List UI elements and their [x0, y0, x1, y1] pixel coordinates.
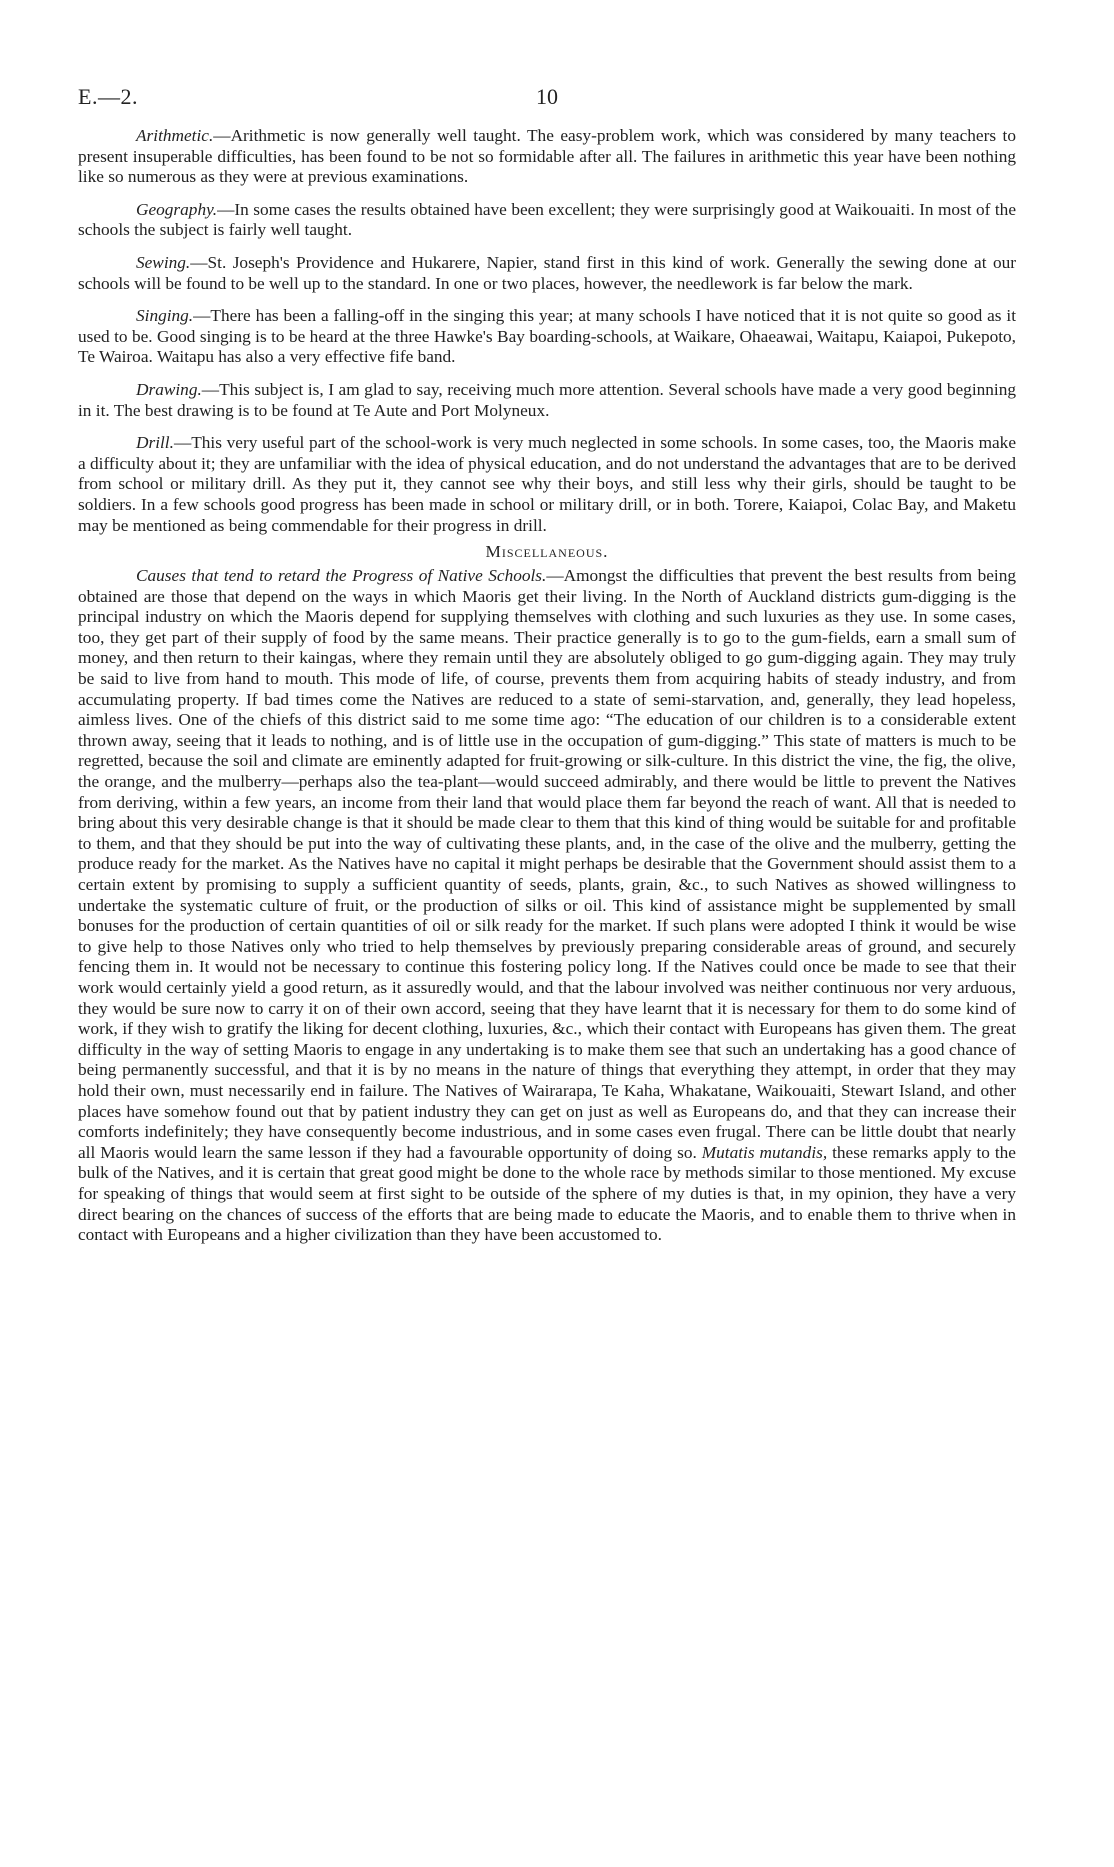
- paragraph-heading: Geography.: [136, 199, 218, 219]
- document-page: [78, 84, 1016, 1258]
- paragraph-heading: Drawing.: [136, 379, 202, 399]
- paragraph-geography: [78, 200, 1016, 241]
- paragraph-heading: Arithmetic.: [136, 126, 214, 145]
- section-heading-miscellaneous: Miscellaneous.: [485, 542, 609, 562]
- paragraph-heading: Drill.: [136, 433, 174, 453]
- paragraph-text: —Arithmetic is now generally well taught. The easy-problem work, which was considered by many teachers to present insuperable difficulties, has been found to be not so formidable after all. The failures in arithmetic this year have been nothing like so numerous as they were at previous examinations.: [78, 126, 1016, 187]
- paragraph-text-end: these remarks apply to the bulk of the Natives, and it is certain that great good might be done to the whole race by methods similar to those mentioned. My excuse for speaking of things that would seem at first sight to be outside of the sphere of my duties is that, in my opinion, they have a very direct bearing on the chances of success of the efforts that are being made to educate the Maoris, and to enable them to thrive when in contact with Europeans and a higher civilization than they have been accustomed to.: [78, 1142, 1016, 1245]
- paragraph-drawing: [78, 380, 1016, 421]
- paragraph-heading: Causes that tend to retard the Progress of Native Schools.: [136, 566, 547, 586]
- paragraph-sewing: [78, 253, 1016, 294]
- paragraph-drill: [78, 433, 1016, 536]
- page-header: [78, 84, 1016, 126]
- paragraph-text: —This subject is, I am glad to say, receiving much more attention. Several schools have made a very good beginning in it. The best drawing is to be found at Te Aute and Port Molyneux.: [78, 379, 1016, 420]
- page-number: 10: [536, 84, 558, 109]
- paragraph-text: —In some cases the results obtained have been excellent; they were surprisingly good at Waikouaiti. In most of the schools the subject is fairly well taught.: [78, 199, 1016, 240]
- document-reference: E.—2.: [78, 84, 138, 109]
- paragraph-text: —St. Joseph's Providence and Hukarere, Napier, stand first in this kind of work. Generally the sewing done at our schools will be found to be well up to the standard. In one or two places, however, the needlework is far below the mark.: [78, 252, 1016, 293]
- paragraph-text: —There has been a falling-off in the singing this year; at many schools I have noticed that it is not quite so good as it used to be. Good singing is to be heard at the three Hawke's Bay boarding-schools, at Waikare, Ohaeawai, Waitapu, Kaiapoi, Pukepoto, Te Wairoa. Waitapu has also a very effective fife band.: [78, 306, 1016, 367]
- paragraph-text: —This very useful part of the school-work is very much neglected in some schools. In some cases, too, the Maoris make a difficulty about it; they are unfamiliar with the idea of physical education, and do not understand the advantages that are to be derived from school or military drill. As they put it, they cannot see why their boys, and still less why their girls, should be taught to be soldiers. In a few schools good progress has been made in school or military drill, or in both. Torere, Kaiapoi, Colac Bay, and Maketu may be mentioned as being commendable for their progress in drill.: [78, 433, 1016, 535]
- paragraph-singing: [78, 306, 1016, 368]
- paragraph-heading: Singing.: [136, 306, 194, 326]
- paragraph-heading: Sewing.: [136, 252, 191, 272]
- paragraph-causes: [78, 566, 1016, 1246]
- paragraph-text: —Amongst the difficulties that prevent the best results from being obtained are those that depend on the ways in which Maoris get their living. In the North of Auckland districts gum-digging is the principal industry on which the Maoris depend for supplying themselves with clothing and such luxuries as they use. In some cases, too, they get part of their supply of food by the same means. Their practice generally is to go to the gum-fields, earn a small sum of money, and then return to their kaingas, where they remain until they are absolutely obliged to go gum-digging again. They may truly be said to live from hand to mouth. This mode of life, of course, prevents them from acquiring habits of steady industry, and from accumulating property. If bad times come the Natives are reduced to a state of semi-starvation, and, generally, they lead hopeless, aimless lives. One of the chiefs of this district said to me some time ago: “The education of our children is to a considerable extent thrown away, seeing that it leads to nothing, and is of little use in the occupation of gum-digging.” This state of matters is much to be regretted, because the soil and climate are eminently adapted for fruit-growing or silk-culture. In this district the vine, the fig, the olive, the orange, and the mulberry—perhaps also the tea-plant—would succeed admirably, and there would be little to prevent the Natives from deriving, within a few years, an income from their land that would place them far beyond the reach of want. All that is needed to bring about this very desirable change is that it should be made clear to them that this kind of thing would be suitable for and profitable to them, and that they should be put into the way of cultivating these plants, and, in the case of the olive and the mulberry, getting the produce ready for the market. As the Natives have no capital it might perhaps be desirable that the Government should assist them to a certain extent by promising to supply a sufficient quantity of seeds, plants, grain, &c., to such Natives as showed willingness to undertake the systematic culture of fruit, or the production of silks or oil. This kind of assistance might be supplemented by small bonuses for the production of certain quantities of oil or silk ready for the market. If such plans were adopted I think it would be wise to give help to those Natives only who tried to help themselves by previously preparing considerable areas of ground, and securely fencing them in. It would not be necessary to continue this fostering policy long. If the Natives could once be made to see that their work would certainly yield a good return, as it assuredly would, and that the labour involved was neither continuous nor very arduous, they would be sure now to carry it on of their own accord, seeing that they have learnt that it is necessary for them to do some kind of work, if they wish to gratify the liking for decent clothing, luxuries, &c., which their contact with Europeans has given them. The great difficulty in the way of setting Maoris to engage in any undertaking is to make them see that such an undertaking has a good chance of being permanently successful, and that it is by no means in the nature of things that everything they attempt, in order that they may hold their own, must necessarily end in failure. The Natives of Wairarapa, Te Kaha, Whakatane, Waikouaiti, Stewart Island, and other places have somehow found out that by patient industry they can get on just as well as Europeans do, and that they can increase their comforts indefinitely; they have consequently become industrious, and in some cases even frugal. There can be little doubt that nearly all Maoris would learn the same lesson if they had a favourable opportunity of doing so.: [78, 566, 1016, 1162]
- paragraph-arithmetic: [78, 126, 1016, 188]
- italic-phrase: Mutatis mutandis,: [701, 1142, 828, 1162]
